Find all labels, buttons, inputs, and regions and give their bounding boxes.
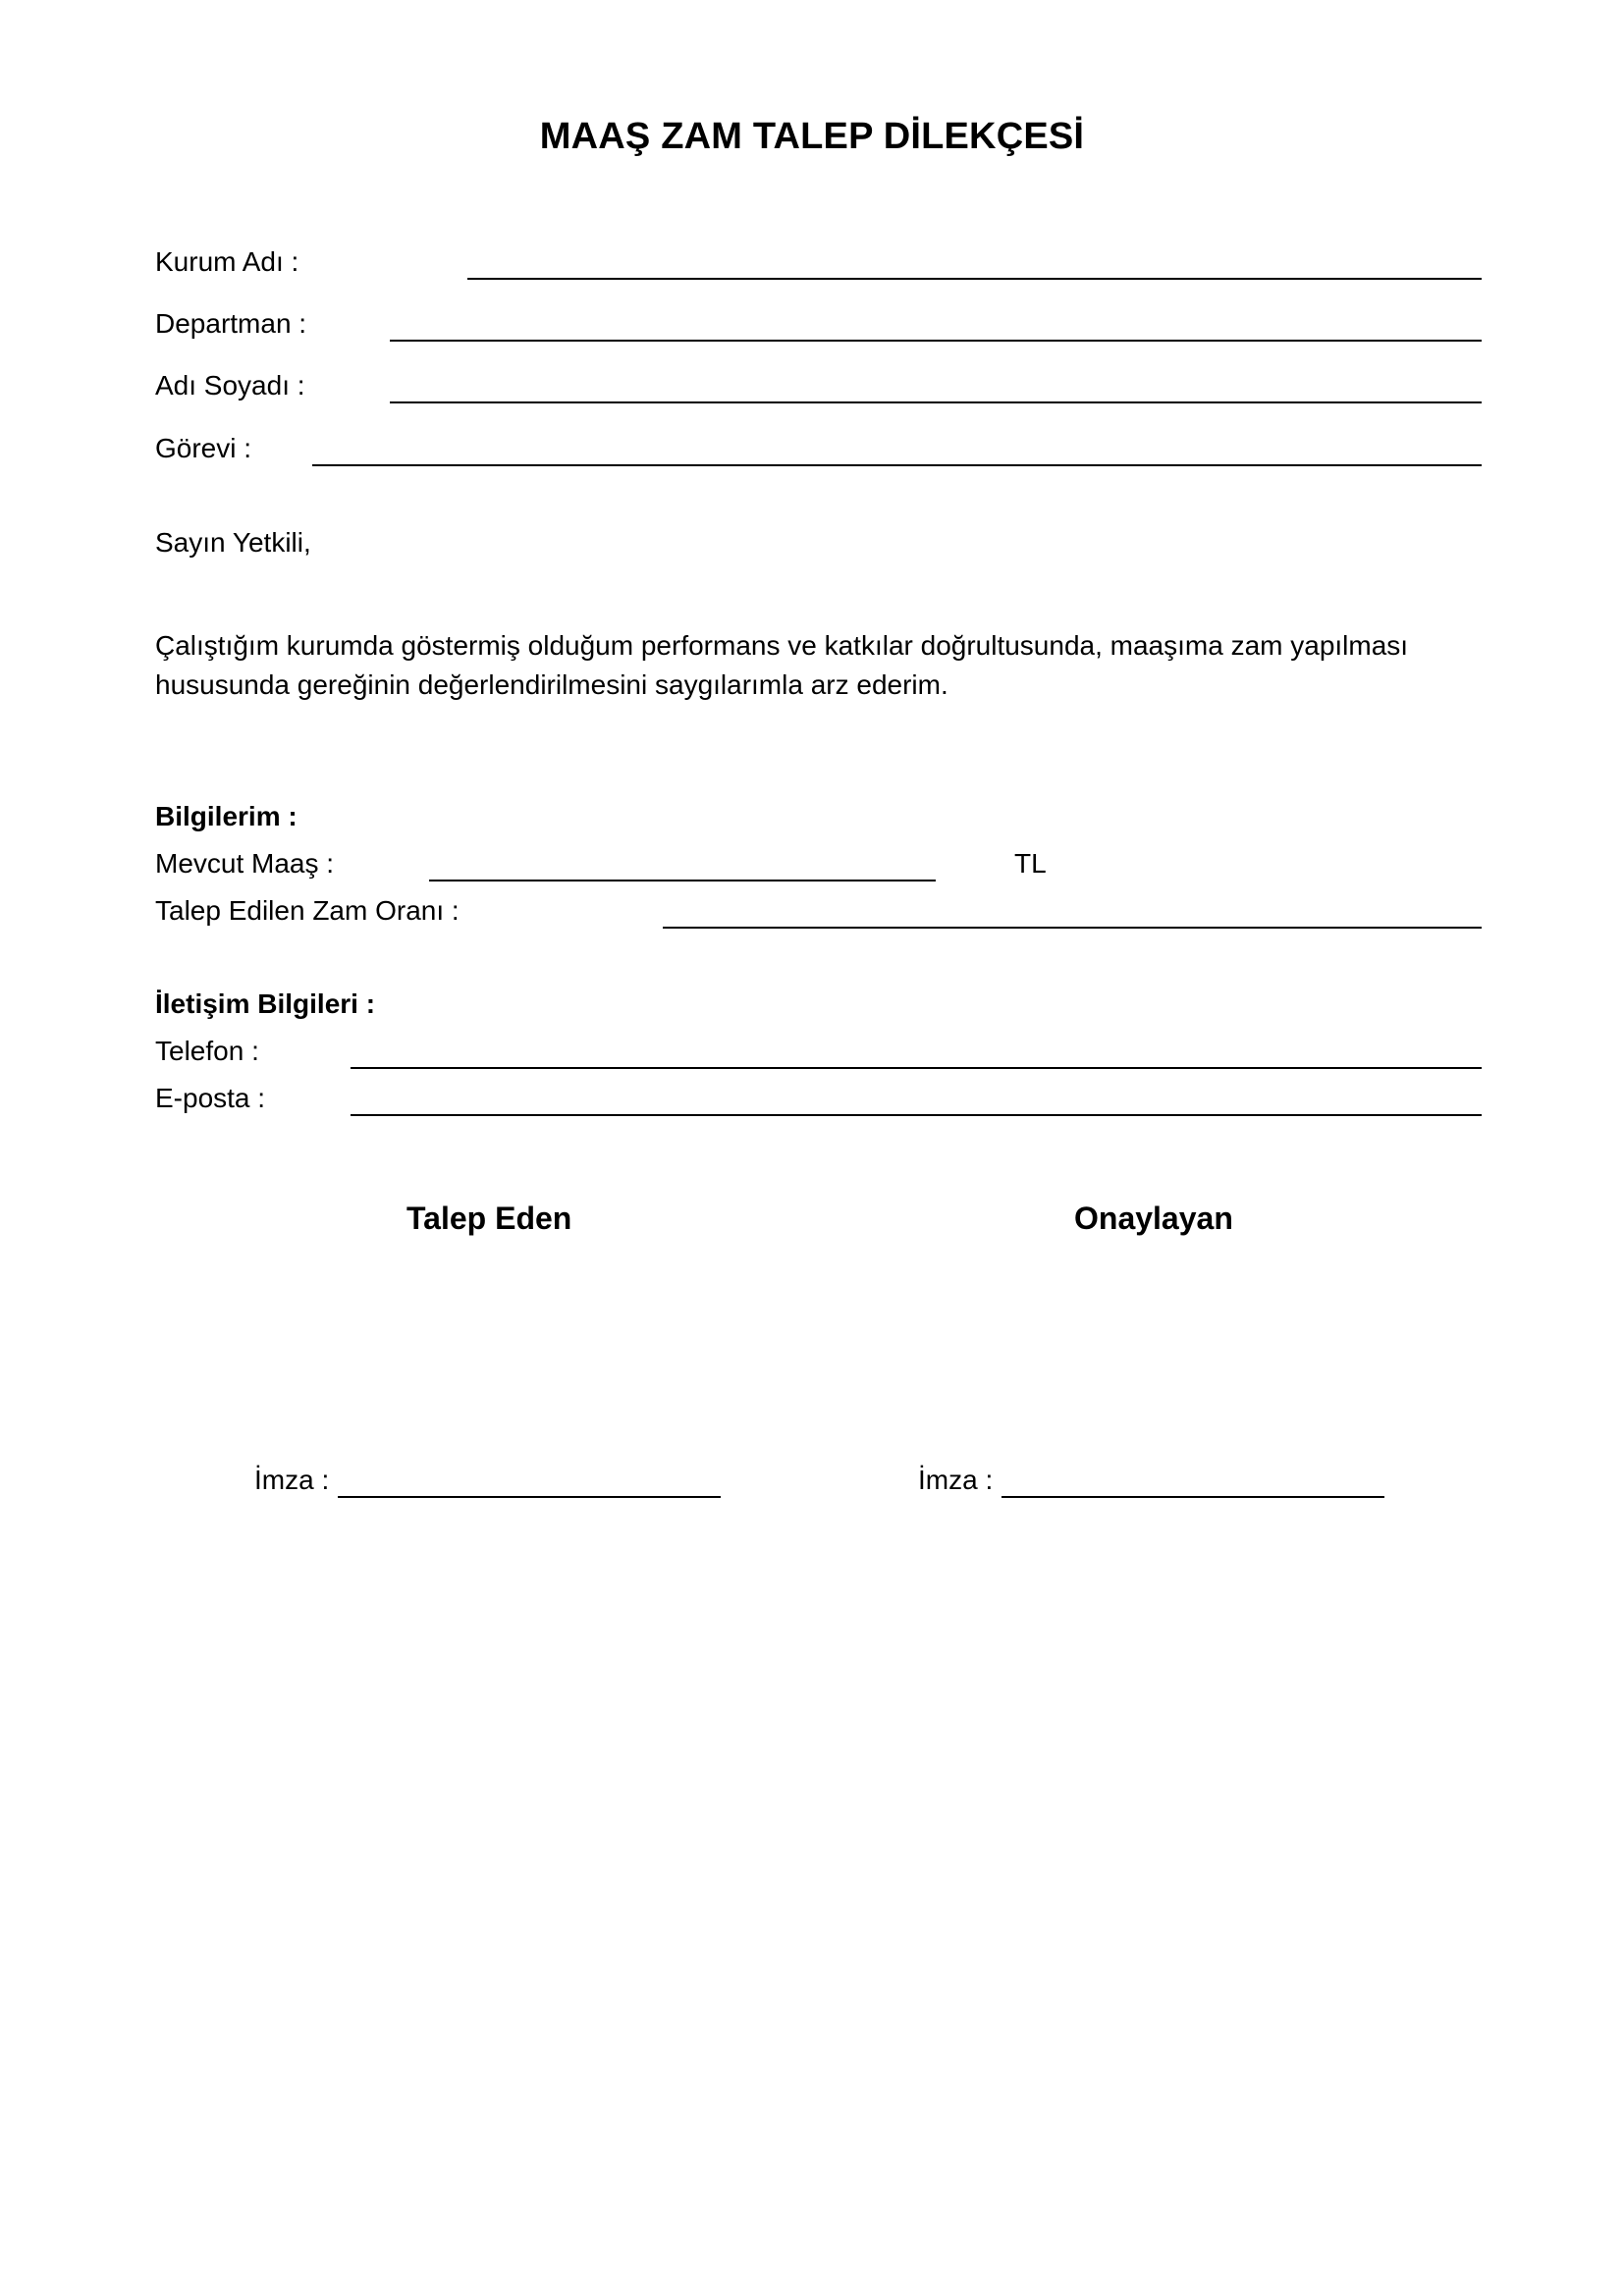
adi-soyadi-label: Adı Soyadı : [155,370,305,400]
gorevi-label: Görevi : [155,433,252,463]
gorevi-field-line[interactable] [312,464,1482,466]
eposta-label: E-posta : [155,1083,266,1113]
zam-orani-field-line[interactable] [663,927,1482,929]
imza-right-signature-line[interactable] [1001,1496,1384,1498]
departman-field-line[interactable] [390,340,1482,342]
kurum-adi-label: Kurum Adı : [155,246,299,277]
document-title: MAAŞ ZAM TALEP DİLEKÇESİ [539,116,1085,157]
eposta-field-line[interactable] [351,1114,1482,1116]
imza-left-label: İmza : [254,1465,330,1495]
adi-soyadi-field-line[interactable] [390,401,1482,403]
kurum-adi-field-line[interactable] [467,278,1482,280]
telefon-field-line[interactable] [351,1067,1482,1069]
request-body-paragraph [155,626,1471,705]
body-line-2: hususunda gereğinin değerlendirilmesini saygılarımla arz ederim. [155,669,948,700]
onaylayan-heading: Onaylayan [1074,1201,1233,1236]
salutation: Sayın Yetkili, [155,527,311,558]
currency-label: TL [1014,848,1047,879]
imza-right-label: İmza : [918,1465,994,1495]
departman-label: Departman : [155,308,307,339]
imza-left-signature-line[interactable] [338,1496,721,1498]
telefon-label: Telefon : [155,1036,259,1066]
body-line-1: Çalıştığım kurumda göstermiş olduğum performans ve katkılar doğrultusunda, maaşıma zam yapılması [155,630,1409,661]
mevcut-maas-field-line[interactable] [429,880,936,881]
zam-orani-label: Talep Edilen Zam Oranı : [155,895,460,926]
bilgilerim-heading: Bilgilerim : [155,801,298,831]
iletisim-heading: İletişim Bilgileri : [155,988,376,1019]
talep-eden-heading: Talep Eden [406,1201,572,1236]
mevcut-maas-label: Mevcut Maaş : [155,848,335,879]
